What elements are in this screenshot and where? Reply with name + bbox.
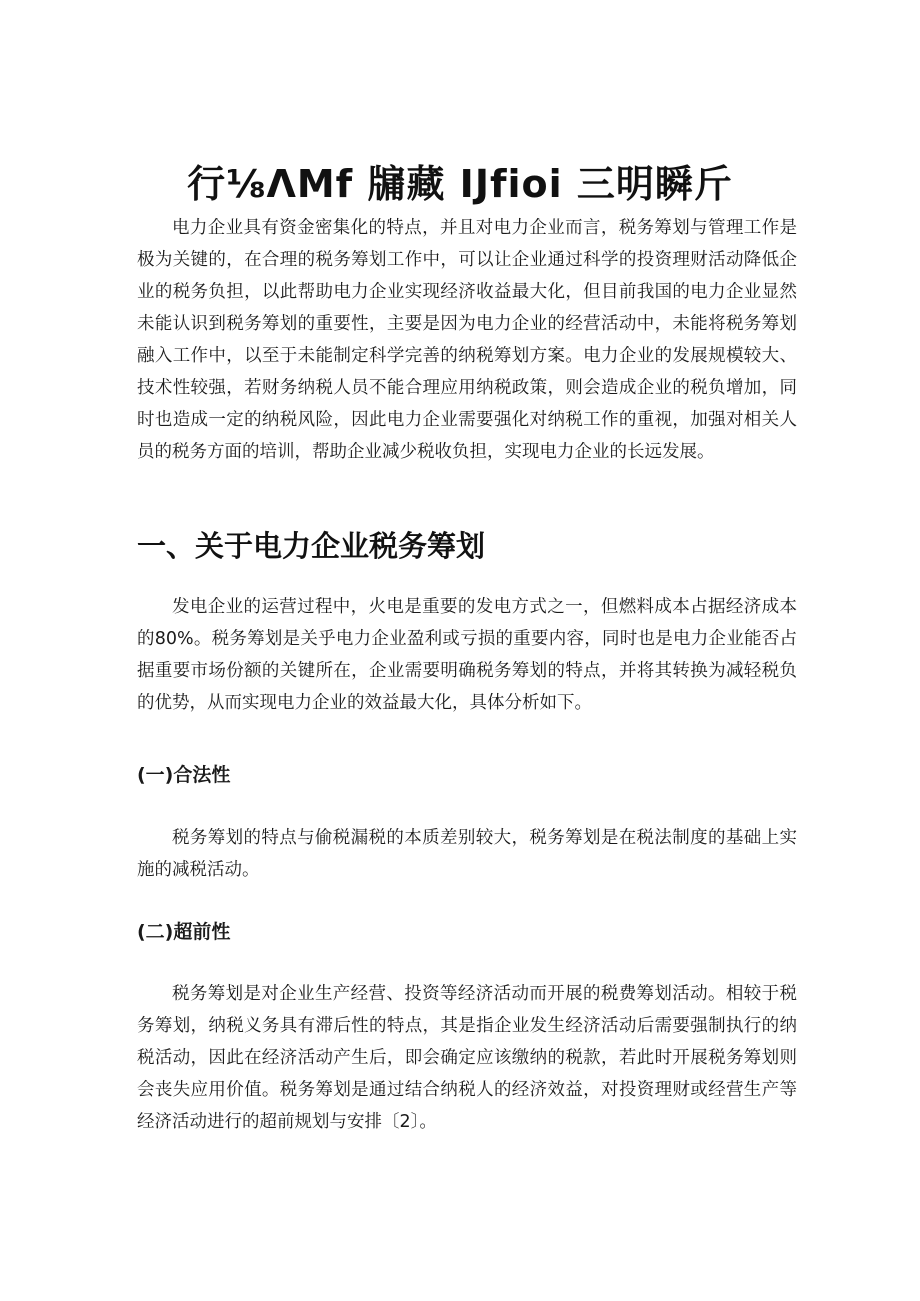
subsection-paragraph-legality: 税务筹划的特点与偷税漏税的本质差别较大，税务筹划是在税法制度的基础上实施的减税活动。: [137, 828, 797, 880]
section-heading: 一、关于电力企业税务筹划: [137, 529, 486, 563]
subsection-heading-legality: (一)合法性: [137, 764, 231, 786]
subsection-paragraph-foresight: 税务筹划是对企业生产经营、投资等经济活动而开展的税费筹划活动。相较于税务筹划，纳税义务具有滞后性的特点，其是指企业发生经济活动后需要强制执行的纳税活动，因此在经济活动产生后，即会确定应该缴纳的税款，若此时开展税务筹划则会丧失应用价值。税务筹划是通过结合纳税人的经济效益，对投资理财或经营生产等经济活动进行的超前规划与安排〔2〕。: [137, 984, 797, 1132]
subsection-heading-foresight: (二)超前性: [137, 921, 231, 943]
intro-paragraph: 电力企业具有资金密集化的特点，并且对电力企业而言，税务筹划与管理工作是极为关键的，在合理的税务筹划工作中，可以让企业通过科学的投资理财活动降低企业的税务负担，以此帮助电力企业实现经济收益最大化，但目前我国的电力企业显然未能认识到税务筹划的重要性，主要是因为电力企业的经营活动中，未能将税务筹划融入工作中，以至于未能制定科学完善的纳税筹划方案。电力企业的发展规模较大、技术性较强，若财务纳税人员不能合理应用纳税政策，则会造成企业的税负增加，同时也造成一定的纳税风险，因此电力企业需要强化对纳税工作的重视，加强对相关人员的税务方面的培训，帮助企业减少税收负担，实现电力企业的长远发展。: [137, 218, 797, 462]
document-title: 行⅛ΛMf 牖藏 IJfioi 三明瞬斤: [187, 162, 733, 207]
section-paragraph: 发电企业的运营过程中，火电是重要的发电方式之一，但燃料成本占据经济成本的80%。税务筹划是关乎电力企业盈利或亏损的重要内容，同时也是电力企业能否占据重要市场份额的关键所在，企业需要明确税务筹划的特点，并将其转换为减轻税负的优势，从而实现电力企业的效益最大化，具体分析如下。: [137, 597, 797, 713]
